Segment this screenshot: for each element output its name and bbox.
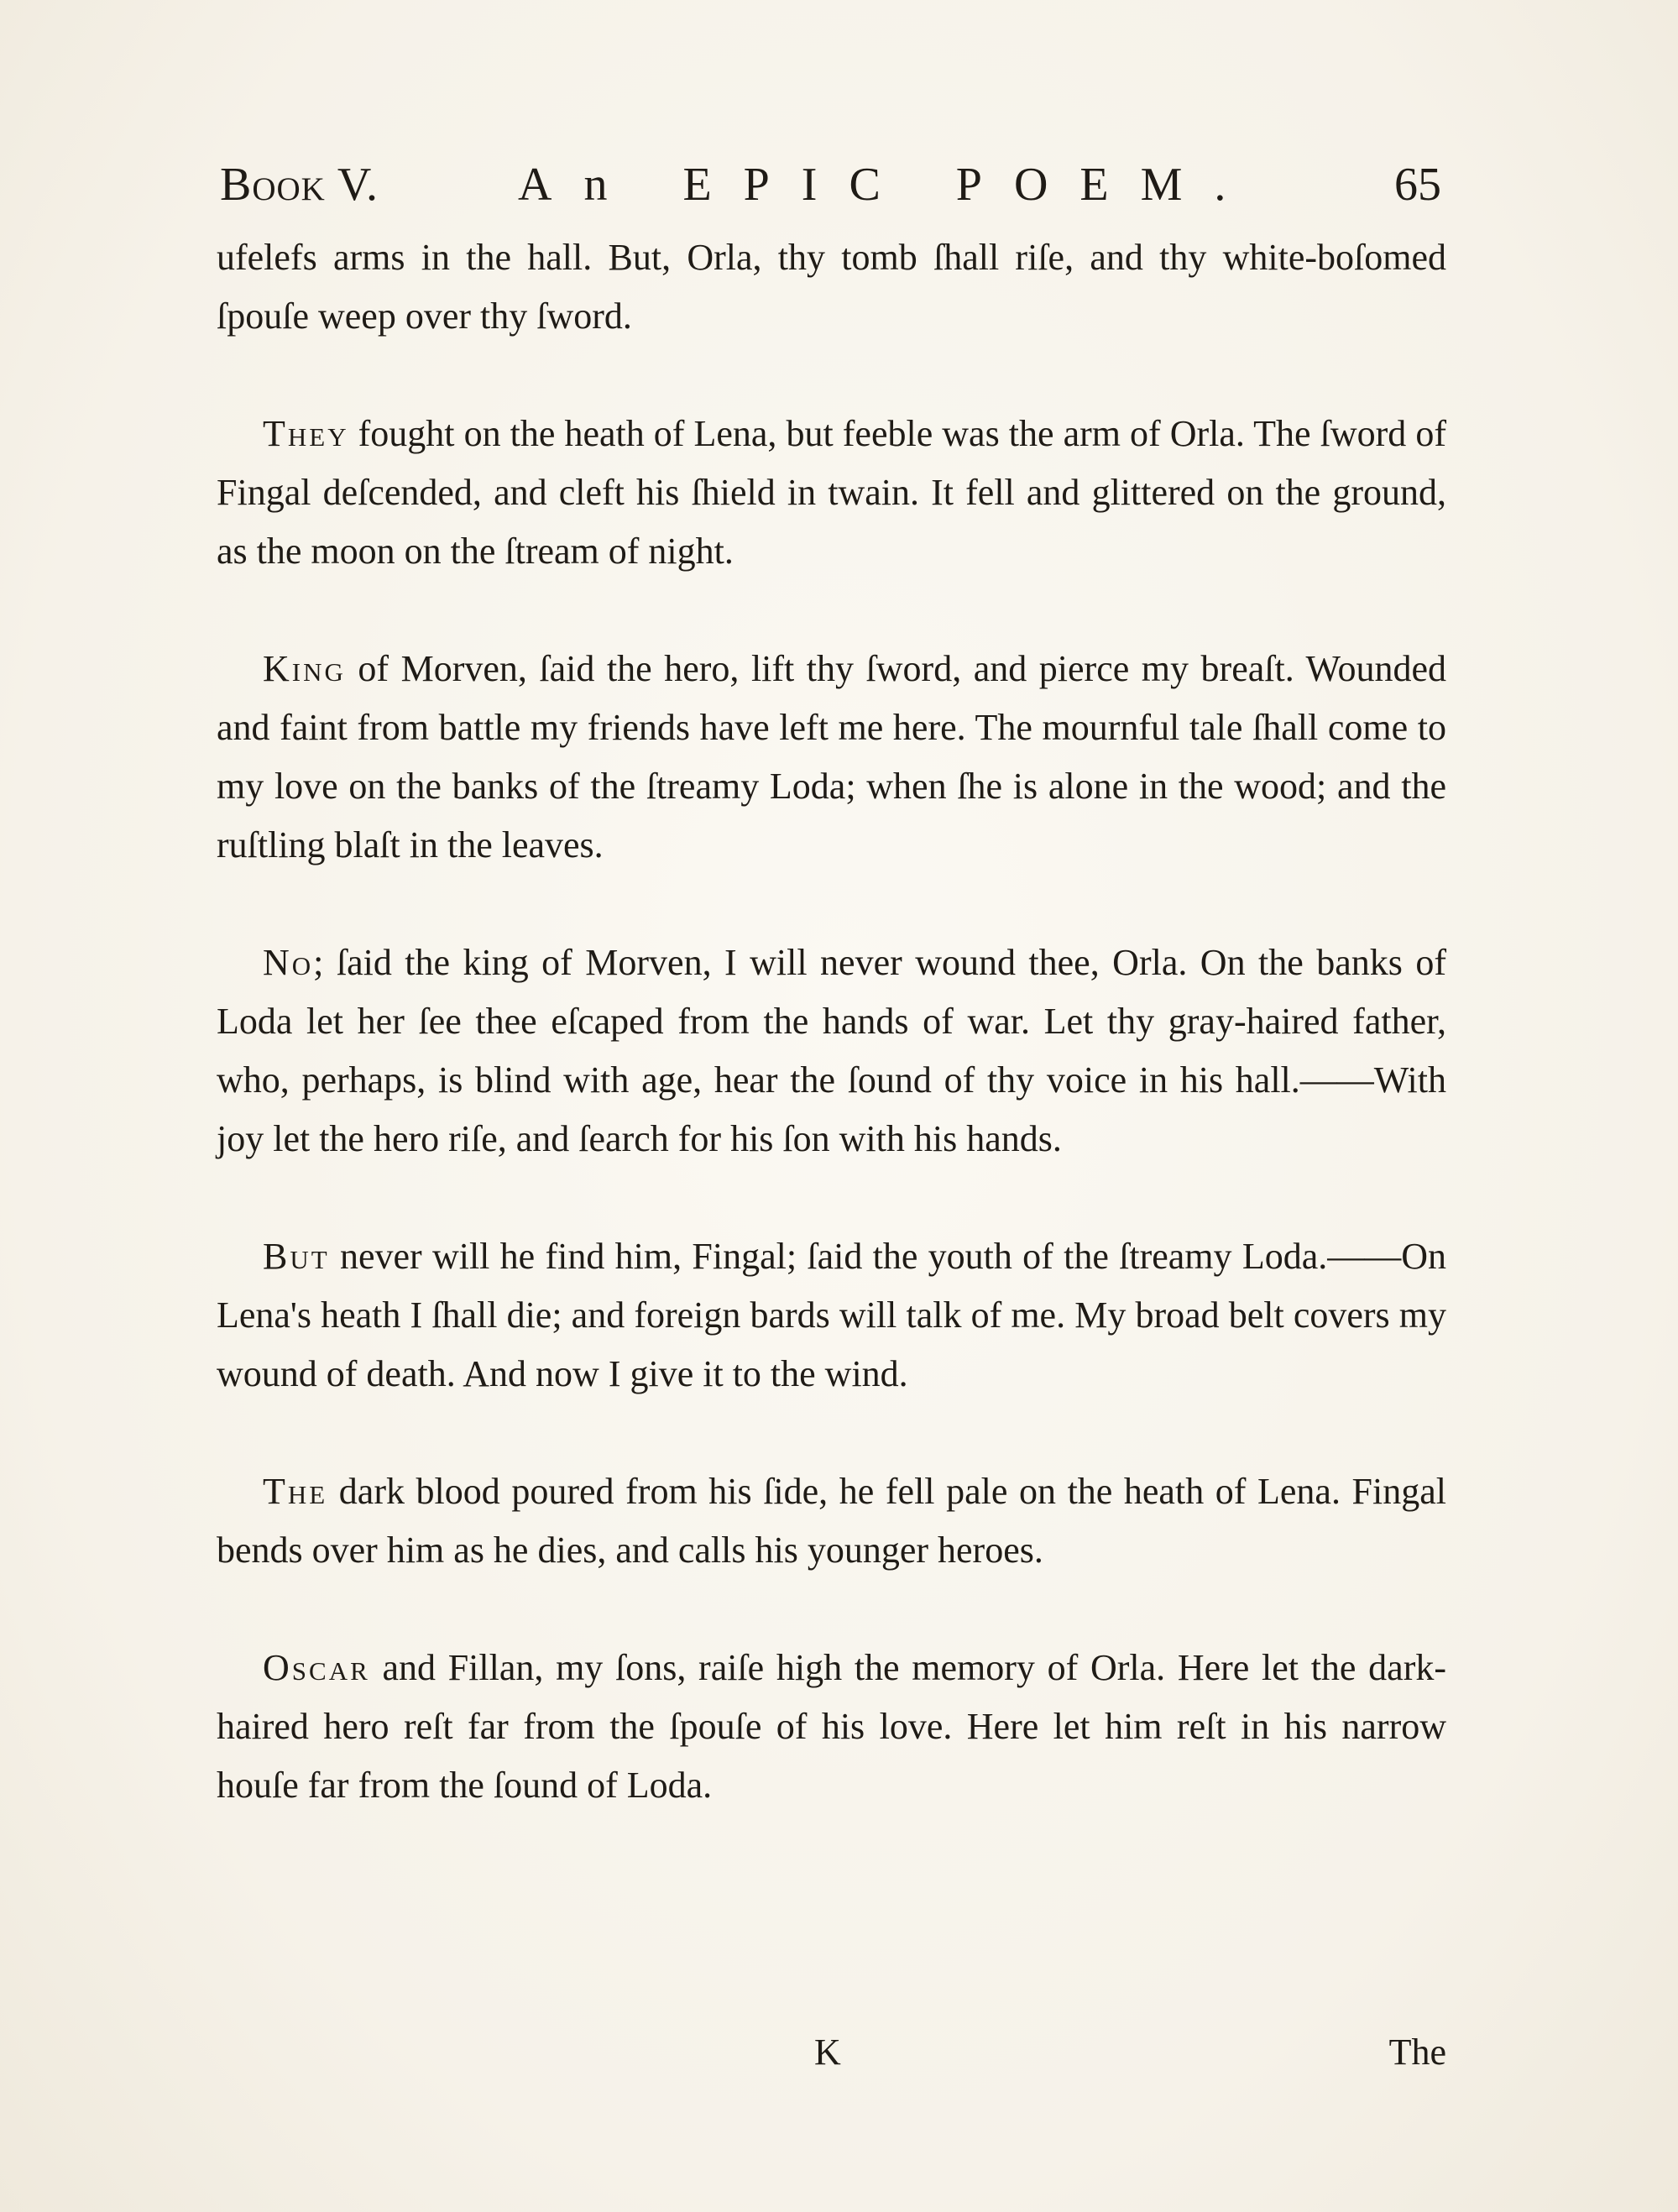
- paragraph-text: ; ſaid the king of Morven, I will never wound thee, Orla. On the banks of Loda let her ſee thee eſcaped from the hands of war. Let thy gray-haired father, who, perhaps, is blind with age, hear the ſound of thy voice in his hall.——With joy let the hero riſe, and ſearch for his ſon with his hands.: [217, 942, 1446, 1159]
- book-number: Book V.: [220, 159, 379, 211]
- paragraph: [217, 1462, 1446, 1580]
- paragraph-text: dark blood poured from his ſide, he fell pale on the heath of Lena. Fingal bends over him as he dies, and calls his younger heroes.: [217, 1471, 1446, 1571]
- paragraph-lead: But: [263, 1236, 330, 1277]
- signature-mark: K: [814, 2032, 841, 2073]
- paragraph: [217, 933, 1446, 1169]
- running-title: An EPIC POEM.: [518, 159, 1258, 211]
- running-header: [220, 151, 1441, 218]
- paragraph-lead: King: [263, 648, 346, 689]
- page-footer: [217, 2023, 1446, 2082]
- paragraph-lead: They: [263, 413, 349, 454]
- paragraph: [217, 1639, 1446, 1815]
- paragraph: [217, 640, 1446, 875]
- paragraph-lead: The: [263, 1471, 328, 1512]
- paragraph-text: never will he find him, Fingal; ſaid the youth of the ſtreamy Loda.——On Lena's heath I ſhall die; and foreign bards will talk of me. My broad belt covers my wound of death. And now I give it to the wind.: [217, 1236, 1446, 1394]
- paragraph-text: ufelefs arms in the hall. But, Orla, thy tomb ſhall riſe, and thy white-boſomed ſpouſe weep over thy ſword.: [217, 237, 1446, 337]
- paragraph-text: and Fillan, my ſons, raiſe high the memory of Orla. Here let the dark-haired hero reſt far from the ſpouſe of his love. Here let him reſt in his narrow houſe far from the ſound of Loda.: [217, 1647, 1446, 1806]
- paragraph-lead: No: [263, 942, 314, 983]
- paragraph: [217, 1227, 1446, 1404]
- paragraph-text: of Morven, ſaid the hero, lift thy ſword, and pierce my breaſt. Wounded and faint from battle my friends have left me here. The mournful tale ſhall come to my love on the banks of the ſtreamy Loda; when ſhe is alone in the wood; and the ruſtling blaſt in the leaves.: [217, 648, 1446, 865]
- paragraph: [217, 405, 1446, 581]
- catchword: The: [1388, 2032, 1446, 2073]
- body-text: [217, 228, 1446, 1874]
- paragraph: [217, 228, 1446, 346]
- page-number: 65: [1394, 159, 1441, 211]
- paragraph-lead: Oscar: [263, 1647, 370, 1688]
- paragraph-text: fought on the heath of Lena, but feeble was the arm of Orla. The ſword of Fingal deſcended, and cleft his ſhield in twain. It fell and glittered on the ground, as the moon on the ſtream of night.: [217, 413, 1446, 572]
